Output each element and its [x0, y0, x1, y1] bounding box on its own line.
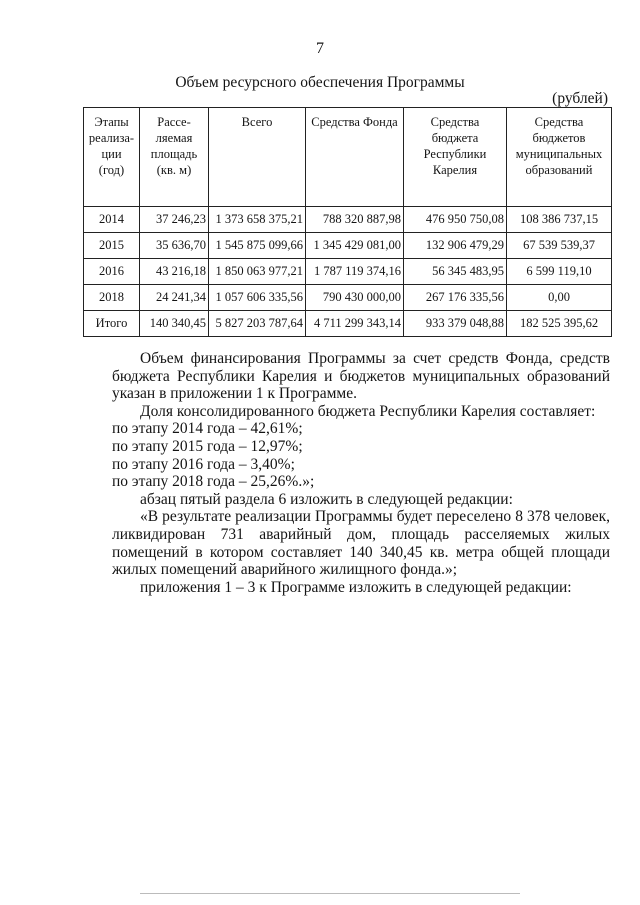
cell-republic: 132 906 479,29 [404, 233, 507, 259]
cell-total: 5 827 203 787,64 [209, 311, 306, 337]
header-stage: Этапы реализа- ции (год) [84, 108, 140, 207]
cell-area: 35 636,70 [140, 233, 209, 259]
cell-stage: 2016 [84, 259, 140, 285]
cell-republic: 56 345 483,95 [404, 259, 507, 285]
table-row [84, 259, 612, 285]
cell-fund: 1 345 429 081,00 [306, 233, 404, 259]
financing-paragraph: Объем финансирования Программы за счет средств Фонда, средств бюджета Республики Карелия и бюджетов муниципальных образований указан в приложении 1 к Программе. [112, 350, 610, 403]
cell-republic: 933 379 048,88 [404, 311, 507, 337]
body-text [112, 350, 610, 596]
stage-2016-share: по этапу 2016 года – 3,40%; [112, 455, 295, 473]
stage-2018-share: по этапу 2018 года – 25,26%.»; [112, 473, 315, 491]
table-row [84, 233, 612, 259]
header-republic-budget: Средства бюджета Республики Карелия [404, 108, 507, 207]
table-header-row [84, 108, 612, 207]
cell-republic: 476 950 750,08 [404, 207, 507, 233]
header-total: Всего [209, 108, 306, 207]
appendices-paragraph: приложения 1 – 3 к Программе изложить в следующей редакции: [140, 578, 572, 596]
budget-share-paragraph: Доля консолидированного бюджета Республики Карелия составляет: [140, 402, 596, 420]
cell-municipal: 108 386 737,15 [507, 207, 612, 233]
results-paragraph: «В результате реализации Программы будет переселено 8 378 человек, ликвидирован 731 аварийный дом, площадь расселяемых жилых помещений в котором составляет 140 340,45 кв. метра общей площади жилых помещений аварийного жилищного фонда.»; [112, 508, 610, 579]
cell-municipal: 0,00 [507, 285, 612, 311]
table-total-row [84, 311, 612, 337]
cell-stage: 2014 [84, 207, 140, 233]
cell-area: 37 246,23 [140, 207, 209, 233]
stage-2014-share: по этапу 2014 года – 42,61%; [112, 420, 303, 438]
cell-stage: 2018 [84, 285, 140, 311]
resource-table [83, 107, 612, 337]
cell-total: 1 057 606 335,56 [209, 285, 306, 311]
table-row [84, 207, 612, 233]
cell-area: 43 216,18 [140, 259, 209, 285]
page-number: 7 [316, 40, 324, 57]
cell-stage: Итого [84, 311, 140, 337]
cell-area: 140 340,45 [140, 311, 209, 337]
table-title: Объем ресурсного обеспечения Программы [175, 74, 465, 91]
cell-total: 1 545 875 099,66 [209, 233, 306, 259]
section-6-paragraph: абзац пятый раздела 6 изложить в следующей редакции: [140, 490, 513, 508]
bottom-divider [140, 893, 520, 894]
header-fund: Средства Фонда [306, 108, 404, 207]
cell-stage: 2015 [84, 233, 140, 259]
cell-fund: 1 787 119 374,16 [306, 259, 404, 285]
header-area: Рассе- ляемая площадь (кв. м) [140, 108, 209, 207]
cell-total: 1 850 063 977,21 [209, 259, 306, 285]
stage-2015-share: по этапу 2015 года – 12,97%; [112, 437, 303, 455]
cell-republic: 267 176 335,56 [404, 285, 507, 311]
cell-municipal: 182 525 395,62 [507, 311, 612, 337]
cell-fund: 4 711 299 343,14 [306, 311, 404, 337]
header-municipal-budgets: Средства бюджетов муниципальных образований [507, 108, 612, 207]
cell-area: 24 241,34 [140, 285, 209, 311]
table-row [84, 285, 612, 311]
cell-total: 1 373 658 375,21 [209, 207, 306, 233]
cell-fund: 790 430 000,00 [306, 285, 404, 311]
cell-municipal: 67 539 539,37 [507, 233, 612, 259]
cell-fund: 788 320 887,98 [306, 207, 404, 233]
cell-municipal: 6 599 119,10 [507, 259, 612, 285]
units-label: (рублей) [552, 90, 608, 107]
